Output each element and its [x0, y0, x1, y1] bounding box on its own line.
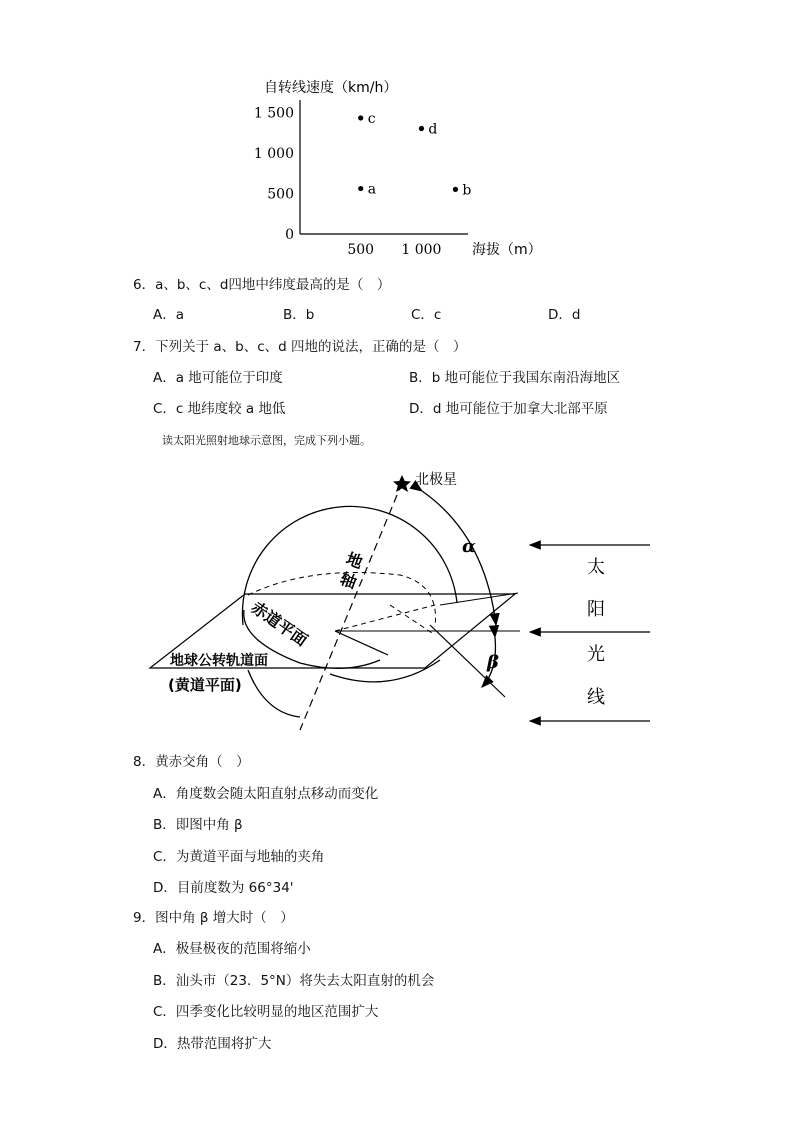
data-point-label-d: d — [428, 121, 438, 138]
ecliptic-plane-label: (黄道平面) — [168, 676, 242, 694]
q8-option-b[interactable]: B．即图中角 β — [153, 817, 243, 833]
plane-line-4 — [335, 631, 388, 655]
q6-option-c[interactable]: C．c — [411, 307, 442, 323]
sunlight-char-4: 线 — [587, 687, 605, 708]
x-tick-label: 500 — [347, 242, 375, 258]
q6-option-b[interactable]: B．b — [283, 307, 315, 323]
sunlight-char-2: 阳 — [587, 599, 605, 620]
q7-option-c[interactable]: C．c 地纬度较 a 地低 — [153, 401, 286, 417]
scatter-chart — [240, 70, 550, 265]
axis-label-di: 地 — [343, 548, 366, 573]
beta-label: β — [487, 652, 499, 673]
earth-sunlight-diagram — [140, 455, 670, 745]
earth-lower-arc — [248, 670, 300, 717]
tilted-plane-top — [440, 593, 518, 605]
q7-stem: 7．下列关于 a、b、c、d 四地的说法，正确的是（ ） — [133, 339, 467, 355]
polaris-star-icon — [393, 475, 411, 492]
data-point-d — [419, 126, 424, 131]
q9-option-a[interactable]: A．极昼极夜的范围将缩小 — [153, 941, 311, 957]
y-axis-label: 自转线速度（km/h） — [264, 80, 398, 96]
alpha-label: α — [462, 536, 476, 557]
data-point-label-c: c — [367, 110, 376, 127]
equator-plane-label: 赤道平面 — [247, 597, 312, 650]
q8-stem: 8．黄赤交角（ ） — [133, 754, 250, 770]
axis-label-zhou: 轴 — [337, 568, 360, 593]
y-tick-label: 1 000 — [253, 145, 294, 162]
q6-option-d[interactable]: D．d — [548, 307, 581, 323]
q8-option-c[interactable]: C．为黄道平面与地轴的夹角 — [153, 849, 325, 865]
x-axis-label: 海拔（m） — [472, 242, 542, 258]
polaris-label: 北极星 — [415, 472, 457, 488]
data-point-a — [358, 186, 363, 191]
q8-option-a[interactable]: A．角度数会随太阳直射点移动而变化 — [153, 786, 379, 802]
y-tick-label: 0 — [285, 227, 294, 243]
x-tick-label: 1 000 — [401, 242, 442, 258]
q9-option-b[interactable]: B．汕头市（23．5°N）将失去太阳直射的机会 — [153, 973, 435, 989]
alpha-arc — [422, 491, 496, 625]
data-point-label-b: b — [462, 182, 472, 199]
data-point-label-a: a — [367, 181, 377, 198]
earth-axis — [300, 483, 402, 730]
q8-option-d[interactable]: D．目前度数为 66°34' — [153, 880, 294, 896]
q7-option-d[interactable]: D．d 地可能位于加拿大北部平原 — [409, 401, 608, 417]
y-tick-label: 1 500 — [253, 105, 294, 122]
q9-option-c[interactable]: C．四季变化比较明显的地区范围扩大 — [153, 1004, 379, 1020]
reading-intro: 读太阳光照射地球示意图，完成下列小题。 — [162, 434, 371, 447]
earth-lower-arc-right — [330, 660, 440, 682]
y-tick-label: 500 — [267, 186, 294, 203]
q9-option-d[interactable]: D．热带范围将扩大 — [153, 1036, 272, 1052]
q6-stem: 6．a、b、c、d四地中纬度最高的是（ ） — [133, 277, 391, 293]
data-point-c — [358, 115, 363, 120]
orbit-plane-label: 地球公转轨道面 — [170, 653, 268, 669]
sunlight-char-1: 太 — [587, 557, 605, 578]
sunlight-char-3: 光 — [587, 644, 605, 665]
q7-option-b[interactable]: B．b 地可能位于我国东南沿海地区 — [409, 370, 621, 386]
q7-option-a[interactable]: A．a 地可能位于印度 — [153, 370, 283, 386]
q6-option-a[interactable]: A．a — [153, 307, 185, 323]
q9-stem: 9．图中角 β 增大时（ ） — [133, 910, 294, 926]
data-point-b — [453, 187, 458, 192]
